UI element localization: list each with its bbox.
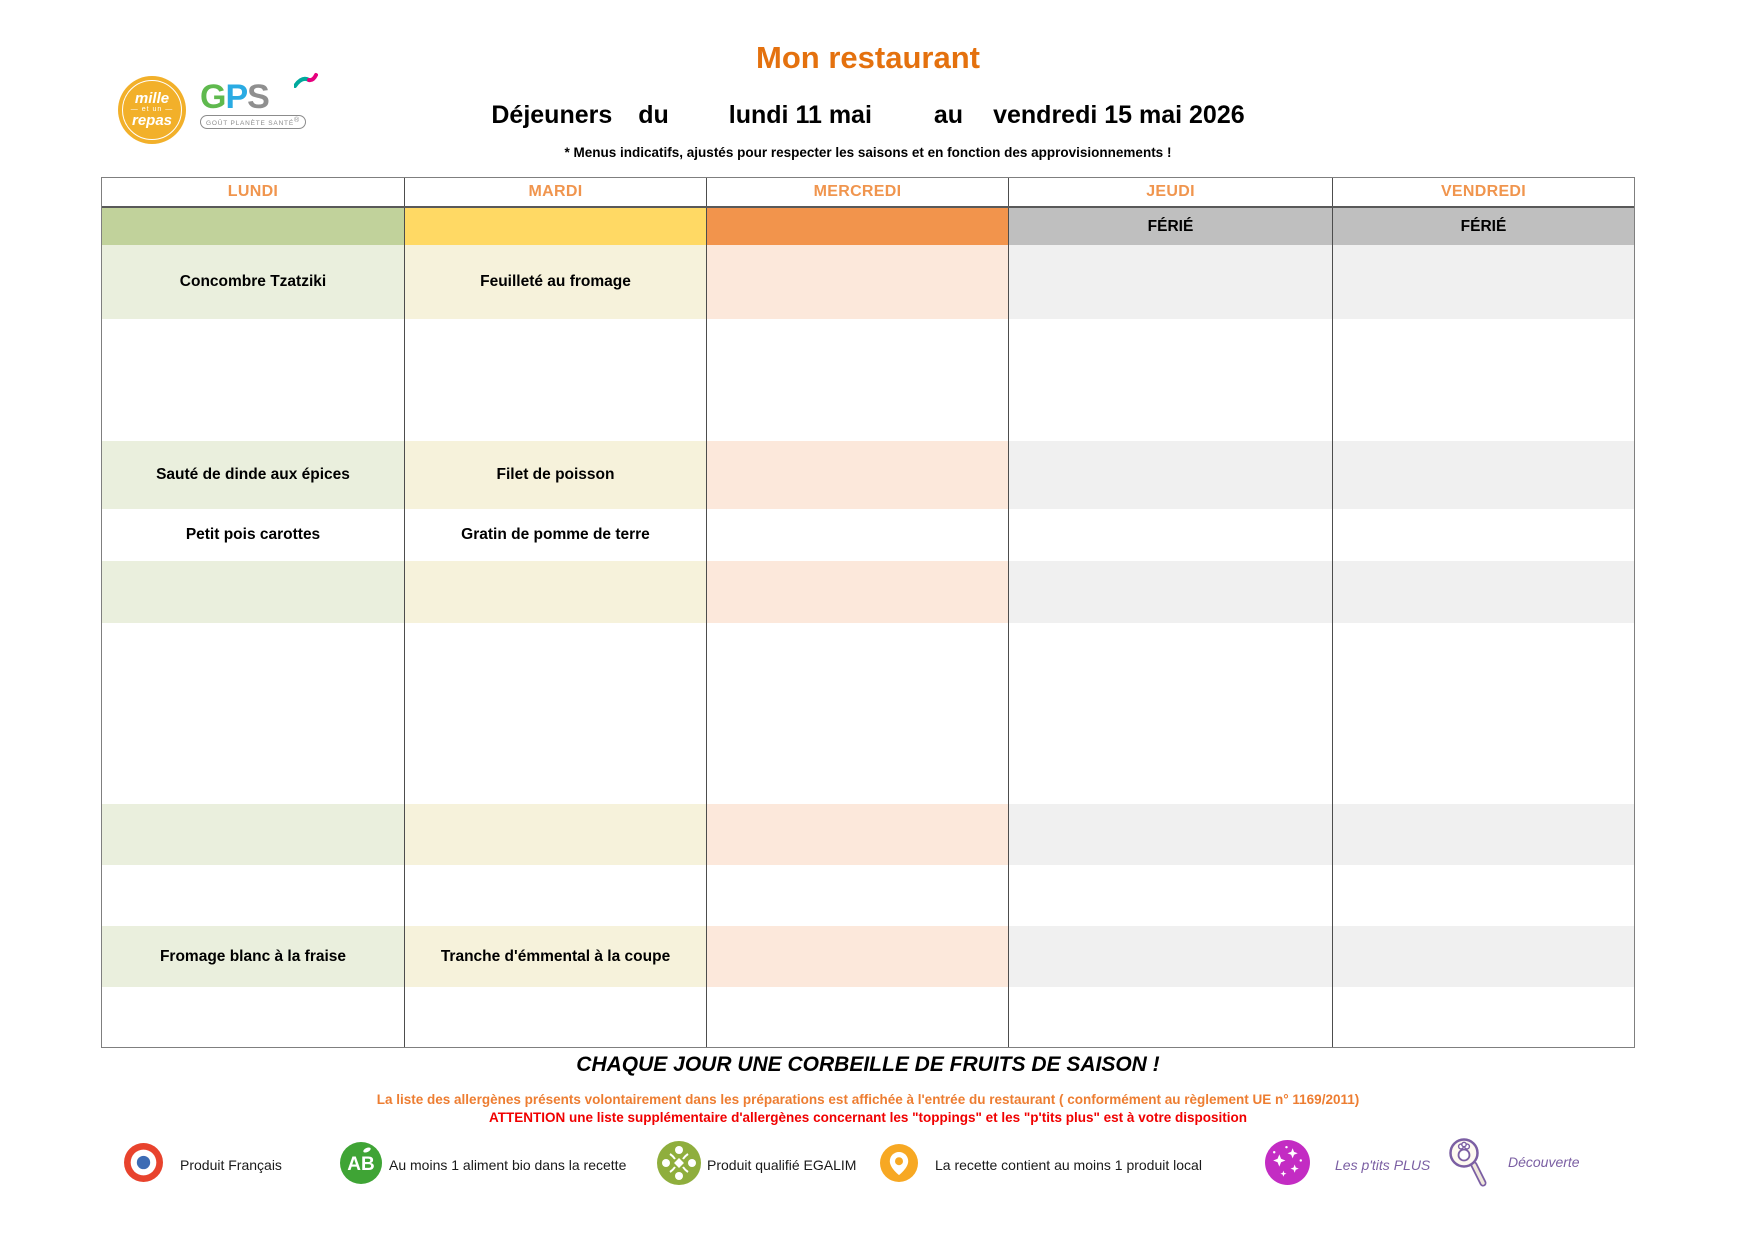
magnifier-icon	[1444, 1136, 1488, 1197]
gps-tagline: GOÛT PLANÈTE SANTÉ®	[200, 115, 306, 129]
menu-empty-cell	[404, 804, 706, 865]
menu-dish-cell: Tranche d'émmental à la coupe	[404, 926, 706, 987]
egalim-icon	[657, 1141, 701, 1190]
menu-empty-cell	[706, 865, 1008, 926]
day-header-jeudi: JEUDI	[1008, 178, 1332, 206]
menu-empty-cell	[706, 509, 1008, 561]
menu-empty-cell	[1008, 804, 1332, 865]
menu-empty-cell	[706, 561, 1008, 623]
ab-organic-icon	[340, 1142, 382, 1189]
menu-row-5	[102, 561, 1634, 623]
menu-empty-cell	[1332, 804, 1634, 865]
menu-empty-cell	[1008, 623, 1332, 804]
menu-empty-cell	[1008, 441, 1332, 509]
menu-empty-cell	[1332, 865, 1634, 926]
menu-empty-cell	[404, 561, 706, 623]
mille-logo-line: — et un —	[130, 106, 174, 113]
menu-empty-cell	[1008, 561, 1332, 623]
legend-label: Au moins 1 aliment bio dans la recette	[389, 1157, 627, 1173]
menu-dish-cell: Fromage blanc à la fraise	[102, 926, 404, 987]
menu-empty-cell	[1332, 926, 1634, 987]
mille-logo-line: mille	[134, 90, 170, 107]
legend-item-decouverte	[1444, 1134, 1580, 1196]
end-date: vendredi 15 mai 2026	[993, 101, 1245, 129]
menu-dish-cell: Gratin de pomme de terre	[404, 509, 706, 561]
menu-empty-cell	[1008, 865, 1332, 926]
menu-row-8	[102, 865, 1634, 926]
menu-row-7	[102, 804, 1634, 865]
menu-empty-cell	[1332, 319, 1634, 441]
menu-empty-cell	[1332, 509, 1634, 561]
day-header-mardi: MARDI	[404, 178, 706, 206]
period-subtitle	[101, 101, 1635, 130]
menu-dish-cell: Concombre Tzatziki	[102, 245, 404, 319]
legend-item-bio	[340, 1134, 626, 1196]
menu-row-10	[102, 987, 1634, 1047]
menu-dish-cell: Petit pois carottes	[185, 526, 321, 543]
day-header-vendredi: VENDREDI	[1332, 178, 1634, 206]
holiday-cell: FÉRIÉ	[1008, 208, 1332, 245]
day-header-mercredi: MERCREDI	[706, 178, 1008, 206]
menu-empty-cell	[102, 804, 404, 865]
menu-empty-cell	[706, 623, 1008, 804]
menu-empty-cell	[1332, 561, 1634, 623]
menu-disclaimer: * Menus indicatifs, ajustés pour respecter les saisons et en fonction des approvisionnements !	[564, 145, 1172, 160]
menu-row-2	[102, 319, 1634, 441]
menu-empty-cell	[1332, 245, 1634, 319]
menu-empty-cell	[1332, 441, 1634, 509]
fruit-banner: CHAQUE JOUR UNE CORBEILLE DE FRUITS DE SAISON !	[576, 1053, 1160, 1076]
menu-empty-cell	[1008, 926, 1332, 987]
day-header-row	[102, 178, 1634, 208]
menu-empty-cell	[404, 865, 706, 926]
holiday-cell: FÉRIÉ	[1332, 208, 1634, 245]
menu-empty-cell	[102, 623, 404, 804]
menu-empty-cell	[706, 208, 1008, 245]
legend-label: La recette contient au moins 1 produit local	[935, 1157, 1202, 1173]
menu-row-4	[102, 509, 1634, 561]
menu-empty-cell	[706, 245, 1008, 319]
menu-row-1	[102, 245, 1634, 319]
day-header-lundi: LUNDI	[227, 183, 279, 200]
svg-text:AB: AB	[347, 1153, 375, 1175]
menu-row-9	[102, 926, 1634, 987]
menu-empty-cell	[1008, 987, 1332, 1047]
menu-empty-cell	[102, 561, 404, 623]
legend-label: Les p'tits PLUS	[1335, 1157, 1431, 1173]
menu-dish-cell: Filet de poisson	[404, 441, 706, 509]
legend-label: Découverte	[1508, 1154, 1580, 1170]
menu-empty-cell	[102, 208, 404, 245]
menu-empty-cell	[404, 623, 706, 804]
to-word: au	[933, 101, 964, 129]
menu-empty-cell	[706, 926, 1008, 987]
legend-item-egalim	[657, 1134, 856, 1196]
menu-row-0	[102, 208, 1634, 245]
menu-empty-cell	[706, 319, 1008, 441]
sparkles-icon	[1264, 1139, 1311, 1191]
allergen-notice: La liste des allergènes présents volontairement dans les préparations est affichée à l'entrée du restaurant ( conformément au règlement UE n° 1169/2011)	[376, 1092, 1360, 1107]
start-date: lundi 11 mai	[728, 101, 872, 129]
french-roundel-icon	[124, 1143, 163, 1187]
menu-empty-cell	[706, 441, 1008, 509]
menu-empty-cell	[1008, 509, 1332, 561]
menu-empty-cell	[404, 319, 706, 441]
mille-logo-line: repas	[131, 112, 173, 129]
local-pin-icon	[880, 1144, 918, 1187]
menu-row-3	[102, 441, 1634, 509]
legend-label: Produit qualifié EGALIM	[707, 1157, 857, 1173]
page-title: Mon restaurant	[756, 40, 980, 75]
weekly-menu-table	[101, 177, 1635, 1048]
menu-empty-cell	[404, 987, 706, 1047]
menu-empty-cell	[1008, 319, 1332, 441]
legend-item-produit-local	[880, 1134, 1202, 1196]
legend-item-produit-francais	[124, 1134, 282, 1196]
legend-item-ptits-plus	[1264, 1134, 1430, 1196]
menu-row-6	[102, 623, 1634, 804]
menu-empty-cell	[706, 804, 1008, 865]
allergen-warning: ATTENTION une liste supplémentaire d'allergènes concernant les "toppings" et les "p'tits plus" est à votre disposition	[489, 1110, 1247, 1125]
legend-label: Produit Français	[180, 1157, 282, 1173]
menu-dish-cell: Sauté de dinde aux épices	[102, 441, 404, 509]
menu-empty-cell	[1332, 987, 1634, 1047]
menu-empty-cell	[102, 987, 404, 1047]
legend-bar	[0, 1134, 1754, 1196]
from-word: du	[638, 101, 669, 129]
menu-empty-cell	[1008, 245, 1332, 319]
menu-empty-cell	[404, 208, 706, 245]
menu-dish-cell: Feuilleté au fromage	[404, 245, 706, 319]
gps-letters: GPS	[200, 78, 269, 116]
meal-label: Déjeuners	[491, 101, 613, 129]
menu-empty-cell	[706, 987, 1008, 1047]
menu-empty-cell	[102, 865, 404, 926]
menu-empty-cell	[102, 319, 404, 441]
menu-empty-cell	[1332, 623, 1634, 804]
